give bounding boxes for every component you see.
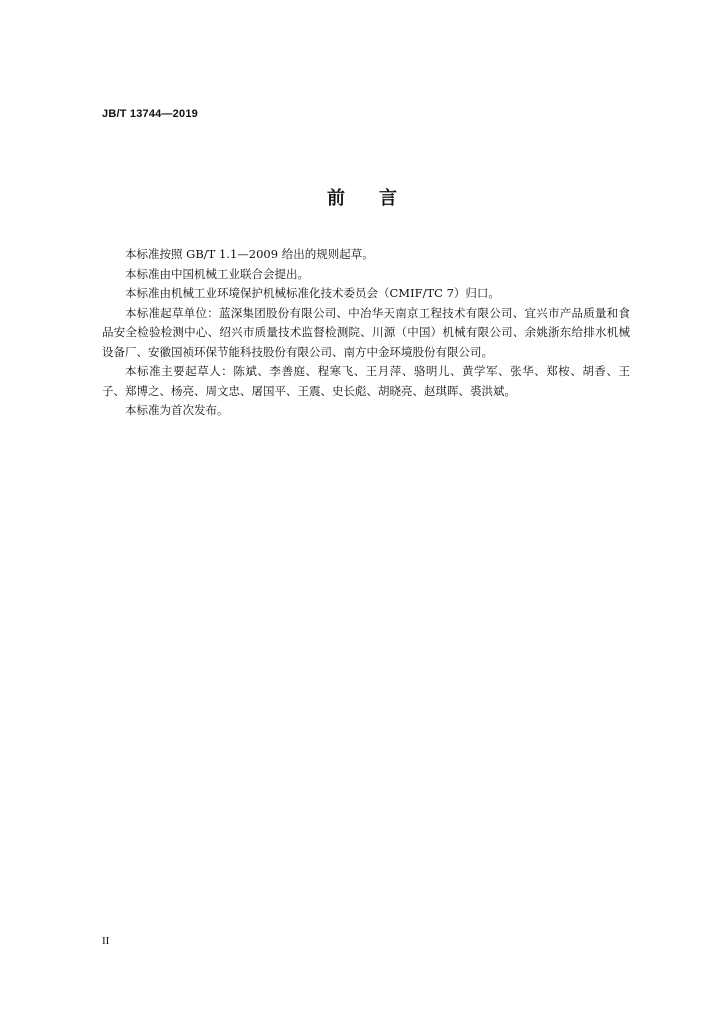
foreword-body	[102, 245, 630, 421]
paragraph-drafters: 本标准主要起草人：陈斌、李善庭、程寒飞、王月萍、骆明儿、黄学军、张华、郑桉、胡香、王子、郑博之、杨亮、周文忠、屠国平、王震、史长彪、胡晓亮、赵琪晖、裘洪斌。	[102, 364, 630, 398]
section-title: 前言	[327, 188, 431, 209]
page-number: II	[102, 935, 110, 947]
paragraph-drafting-rules: 本标准按照 GB/T 1.1—2009 给出的规则起草。	[125, 247, 374, 261]
paragraph-proposer: 本标准由中国机械工业联合会提出。	[125, 266, 309, 281]
paragraph-first-release: 本标准为首次发布。	[125, 403, 229, 417]
paragraph-committee: 本标准由机械工业环境保护机械标准化技术委员会（CMIF/TC 7）归口。	[125, 286, 500, 300]
paragraph-drafting-units: 本标准起草单位：蓝深集团股份有限公司、中冶华天南京工程技术有限公司、宜兴市产品质量和食品安全检验检测中心、绍兴市质量技术监督检测院、川源（中国）机械有限公司、余姚浙东给排水机械设备厂、安徽国祯环保节能科技股份有限公司、南方中金环境股份有限公司。	[102, 305, 630, 359]
standard-number: JB/T 13744—2019	[102, 108, 198, 120]
